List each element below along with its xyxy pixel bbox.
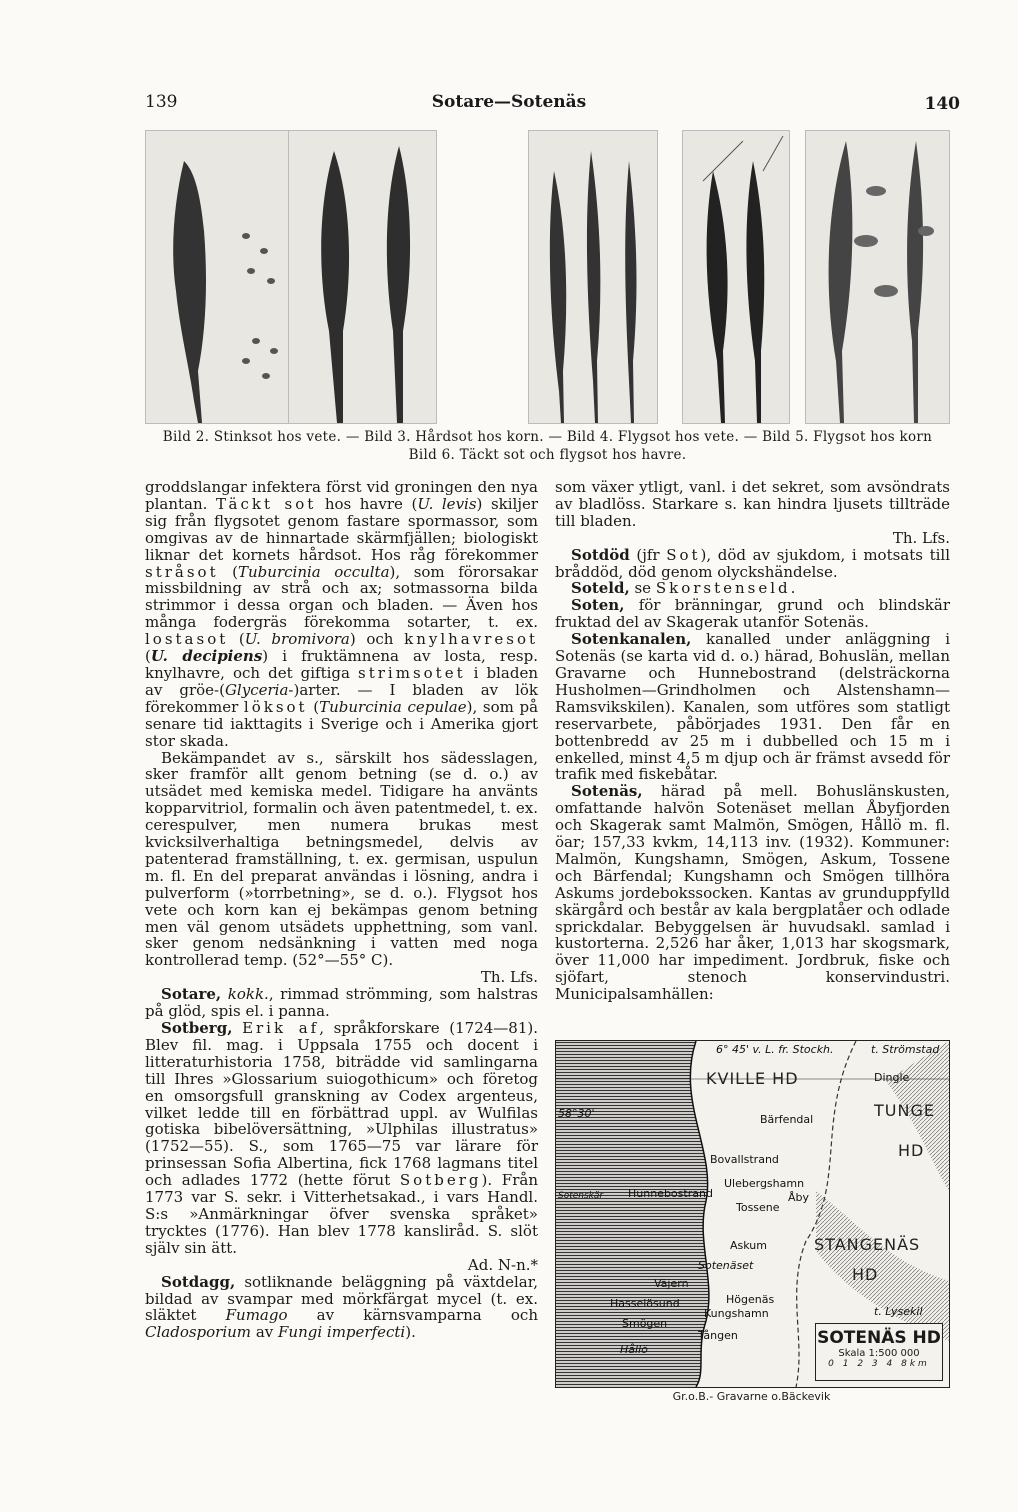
figure-plates	[145, 130, 948, 422]
map-region-tunge: TUNGE	[874, 1101, 935, 1120]
map-label-hogenas: Högenäs	[726, 1293, 775, 1306]
entry-sotdod: Sotdöd (jfr Sot), död av sjukdom, i motsats till bråddöd, död genom olyckshändelse.	[555, 545, 950, 581]
photo-stinksot-vete	[145, 130, 290, 424]
entry-sotenas: Sotenäs, härad på mell. Bohuslänskusten, omfattande halvön Sotenäset mellan Åbyfjorden och Skagerak samt Malmön, Smögen, Hållö m. fl. öar; 157,33 kvkm, 14,113 inv. (1932). Kommuner: Malmön, Kungshamn, Smögen, Askum, Tossene och Bärfendal; Kungshamn och Smögen tillhöra Askums jordebokssocken. Kantas av grunduppfylld skärgård och består av kala bergplatåer och odlade sprickdalar. Bebyggelsen är huvudsakl. samlad i kustorterna. 2,526 har åker, 1,013 har skogsmark, över 11,000 har impediment. Jordbruk, fiske och sjöfart, stenoch konservindustri. Municipalsamhällen:	[555, 782, 950, 1004]
map-label-sotenaset: Sotenäset	[698, 1259, 754, 1272]
paragraph-bekampandet: Bekämpandet av s., särskilt hos sädesslagen, sker framför allt genom betning (se d. o.) av utsädet med kemiska medel. Tidigare ha använts kopparvitriol, formalin och även patentmedel, t. ex. cerespulver, men numera brukas mest kvicksilverhaltiga betningsmedel, delvis av patenterad framställning, t. ex. germisan, uspulun m. fl. En del preparat användas i lösning, andra i pulverform (»torrbetning», se d. o.). Flygsot hos vete och korn kan ej bekämpas genom betning men väl genom utsädets upphettning, som vanl. sker genom nedsänkning i vatten med noga kontrollerad temp. (52°—55° C).	[145, 748, 538, 970]
map-region-stangenas-hd: HD	[852, 1265, 879, 1284]
map-label-latitude: 58°30'	[558, 1107, 595, 1120]
map-region-kville: KVILLE HD	[706, 1069, 799, 1088]
left-column	[145, 479, 538, 1341]
map-label-ulebergshamn: Ulebergshamn	[724, 1177, 805, 1190]
map-credit: Gr.o.B.- Gravarne o.Bäckevik	[672, 1390, 831, 1403]
page-number-right: 140	[924, 94, 960, 114]
map-scale-numbers: 0 1 2 3 4 8km	[828, 1359, 930, 1369]
photo-tackt-flygsot-havre	[805, 130, 950, 424]
paragraph-sotdagg-cont: som växer ytligt, vanl. i det sekret, som avsöndrats av bladlöss. Starkare s. kan hindra ljusets tillträde till bladen.	[555, 478, 950, 530]
map-label-kungshamn: Kungshamn	[704, 1307, 769, 1320]
photo-hardsot-korn	[288, 130, 437, 424]
page-number-left: 139	[145, 92, 178, 112]
entry-soteld: Soteld, se Skorstenseld.	[571, 579, 796, 598]
map-label-tossene: Tossene	[736, 1201, 780, 1214]
map-label-stromstad: t. Strömstad	[871, 1043, 940, 1056]
signature-ad-nn: Ad. N-n.*	[467, 1255, 538, 1274]
map-label-askum: Askum	[730, 1239, 767, 1252]
entry-sotdagg: Sotdagg, sotliknande beläggning på växtdelar, bildad av svampar med mörkfärgat mycel (t. ex. släktet Fumago av kärnsvamparna och Cladosporium av Fungi imperfecti).	[145, 1272, 538, 1342]
map-label-bovallstrand: Bovallstrand	[710, 1153, 779, 1166]
caption-line-1: Bild 2. Stinksot hos vete. — Bild 3. Hårdsot hos korn. — Bild 4. Flygsot hos vete. — Bild 5. Flygsot hos korn	[162, 429, 933, 445]
sotenas-map	[555, 1040, 950, 1388]
map-label-sotenskar: Sotenskär	[558, 1191, 604, 1201]
entry-sotberg: Sotberg, Erik af, språkforskare (1724—81). Blev fil. mag. i Uppsala 1755 och docent i litteraturhistoria 1758, biträdde vid samlingarna till Ihres »Glossarium suiogothicum» och företog en omsorgsfull granskning av Codex argenteus, vilket ledde till en förbättrad uppl. av Wulfilas gotiska bibelöversättning, »Ulphilas illustratus» (1752—55). S., som 1765—75 var lärare för prinsessan Sofia Albertina, fick 1768 lagmans titel och adlades 1772 (hette förut Sotberg). Från 1773 var S. sekr. i Vitterhetsakad., i vars Handl. S:s »Anmärkningar öfver svenska språket» trycktes (1776). Han blev 1778 kansliråd. S. slöt själv sin ätt.	[145, 1019, 538, 1257]
caption-line-2: Bild 6. Täckt sot och flygsot hos havre.	[408, 447, 687, 463]
entry-sotenkanalen: Sotenkanalen, kanalled under anläggning i Sotenäs (se karta vid d. o.) härad, Bohuslän, mellan Gravarne och Hunnebostrand (delsträckorna Husholmen—Grindholmen och Alstenshamn—Ramsvikskilen). Kanalen, som utföres som statligt reservarbete, påbörjades 1931. Den får en bottenbredd av 25 m i dubbelled och 15 m i enkelled, minst 4,5 m djup och är främst avsedd för trafik med fiskebåtar.	[555, 630, 950, 784]
map-region-tunge-hd: HD	[898, 1141, 925, 1160]
running-title: Sotare—Sotenäs	[431, 92, 587, 112]
signature-th-lfs-2: Th. Lfs.	[892, 528, 950, 547]
figure-caption	[145, 428, 950, 464]
map-label-hasselosund: Hasselösund	[610, 1297, 680, 1310]
map-label-aby: Åby	[788, 1191, 810, 1204]
paragraph-sot-varieties: groddslangar infektera först vid groningen den nya plantan. Täckt sot hos havre (U. levis) skiljer sig från flygsotet genom fastare spormassor, som omgivas av de hinnartade skärmfjällen; biologiskt liknar det kornets hårdsot. Hos råg förekommer stråsot (Tuburcinia occulta), som förorsakar missbildning av strå och ax; sotmassorna bilda strimmor i dessa organ och bladen. — Även hos många fodergräs förekomma sotarter, t. ex. lostasot (U. bromivora) och knylhavresot (U. decipiens) i fruktämnena av losta, resp. knylhavre, och det giftiga strimsotet i bladen av gröe-(Glyceria-)arter. — I bladen av lök förekommer löksot (Tuburcinia cepulae), som på senare tid iakttagits i Sverige och i Amerika gjort stor skada.	[145, 478, 539, 750]
photo-flygsot-vete	[528, 130, 658, 424]
map-label-dingle: Dingle	[874, 1071, 910, 1084]
map-label-coord: 6° 45' v. L. fr. Stockh.	[716, 1043, 834, 1056]
map-label-lysekil: t. Lysekil	[874, 1305, 923, 1318]
map-label-valje: Väjern	[654, 1277, 689, 1290]
map-label-hallo: Hållö	[620, 1343, 648, 1356]
map-title: SOTENÄS HD	[817, 1328, 941, 1348]
map-title-box	[815, 1323, 943, 1381]
map-label-barfendal: Bärfendal	[760, 1113, 814, 1126]
map-label-smogen: Smögen	[622, 1317, 668, 1330]
entry-sotare: Sotare, kokk., rimmad strömming, som halstras på glöd, spis el. i panna.	[145, 985, 538, 1021]
map-scale: Skala 1:500 000	[838, 1348, 920, 1359]
map-label-tangen: Tången	[698, 1329, 738, 1342]
photo-flygsot-korn	[682, 130, 790, 424]
signature-th-lfs: Th. Lfs.	[480, 968, 538, 987]
page-header	[0, 92, 1018, 122]
entry-soten: Soten, för bränningar, grund och blindskär fruktad del av Skagerak utanför Sotenäs.	[555, 596, 950, 632]
map-region-stangenas: STANGENÄS	[814, 1235, 921, 1254]
right-column	[555, 479, 950, 1003]
map-label-hunnebostrand: Hunnebostrand	[628, 1187, 713, 1200]
